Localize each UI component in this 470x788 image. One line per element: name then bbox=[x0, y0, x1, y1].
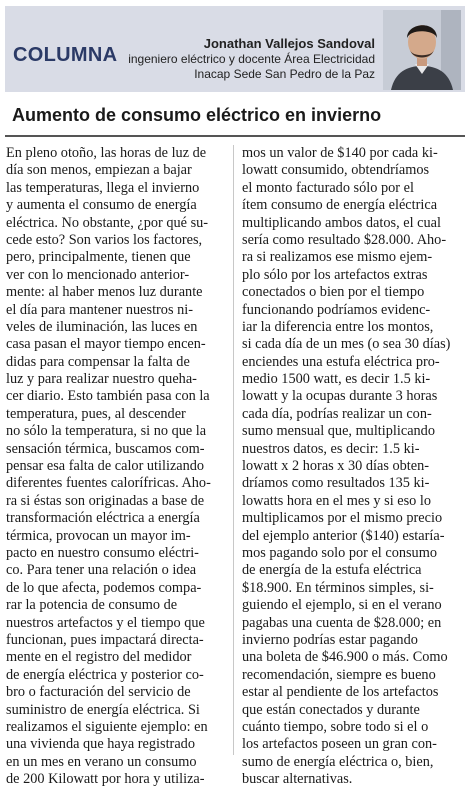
column-line: los artefactos poseen un gran con- bbox=[242, 736, 437, 753]
column-line: el monto facturado sólo por el bbox=[242, 179, 414, 196]
column-line: térmica, provocan un mayor im- bbox=[6, 527, 191, 544]
column-line: de lo que afecta, podemos compa- bbox=[6, 579, 202, 596]
column-line: guiendo el ejemplo, si en el verano bbox=[242, 597, 442, 614]
column-header bbox=[5, 6, 465, 92]
column-line: de energía eléctrica y posterior co- bbox=[6, 666, 204, 683]
column-line: estar al pendiente de los artefactos bbox=[242, 684, 439, 701]
column-line: bro o facturación del servicio de bbox=[6, 684, 191, 701]
column-line: nuestros datos, es decir: 1.5 ki- bbox=[242, 440, 420, 457]
column-line: enciendes una estufa eléctrica pro- bbox=[242, 353, 440, 370]
author-photo bbox=[383, 10, 461, 90]
column-line: conectados o bien por el tiempo bbox=[242, 284, 425, 301]
article-column-2 bbox=[242, 145, 466, 788]
section-label: COLUMNA bbox=[13, 44, 118, 66]
column-line: lowatts hora en el mes y si eso lo bbox=[242, 492, 432, 509]
column-line: del ejemplo anterior ($140) estaría- bbox=[242, 527, 445, 544]
column-line: invierno podrías estar pagando bbox=[242, 631, 418, 648]
column-line: dríamos como resultados 135 ki- bbox=[242, 475, 430, 492]
column-line: ver con lo mencionado anterior- bbox=[6, 266, 190, 283]
column-line: multiplicamos por el mismo precio bbox=[242, 510, 443, 527]
column-line: lowatt x 2 horas x 30 días obten- bbox=[242, 458, 430, 475]
column-line: mente: al haber menos luz durante bbox=[6, 284, 203, 301]
column-line: nuestros artefactos y el tiempo que bbox=[6, 614, 205, 631]
column-line: medio 1500 watt, es decir 1.5 ki- bbox=[242, 371, 431, 388]
column-line: pagabas una cuenta de $28.000; en bbox=[242, 614, 442, 631]
column-line: co. Para tener una relación o idea bbox=[6, 562, 197, 579]
column-line: de 200 Kilowatt por hora y utiliza- bbox=[6, 771, 205, 788]
column-line: lowatt y la ocupas durante 3 horas bbox=[242, 388, 438, 405]
column-line: sumo de energía eléctrica o, bien, bbox=[242, 753, 434, 770]
column-line: cer diario. Esto también pasa con la bbox=[6, 388, 210, 405]
column-line: el día para mantener nuestros ni- bbox=[6, 301, 193, 318]
column-line: En pleno otoño, las horas de luz de bbox=[6, 145, 207, 161]
column-line: plo sólo por los artefactos extras bbox=[242, 266, 428, 283]
column-line: de energía de la estufa eléctrica bbox=[242, 562, 422, 579]
column-line: pacto en nuestro consumo eléctri- bbox=[6, 544, 199, 561]
column-line: veles de iluminación, las luces en bbox=[6, 318, 198, 335]
column-line: una boleta de $46.900 o más. Como bbox=[242, 649, 448, 666]
column-line: mos pagando solo por el consumo bbox=[242, 544, 437, 561]
column-line: rar la potencia de consumo de bbox=[6, 597, 178, 614]
column-line: día son menos, empiezan a bajar bbox=[6, 162, 192, 179]
article-column-1 bbox=[6, 145, 230, 788]
column-line: multiplicando ambos datos, el cual bbox=[242, 214, 441, 231]
column-line: funcionando podríamos evidenc- bbox=[242, 301, 431, 318]
column-line: casa pasan el mayor tiempo encen- bbox=[6, 336, 206, 353]
article-headline: Aumento de consumo eléctrico en invierno bbox=[12, 105, 382, 125]
column-line: y aumenta el consumo de energía bbox=[6, 197, 197, 214]
column-line: funcionan, pues impactará directa- bbox=[6, 631, 204, 648]
column-line: sumo mensual que, multiplicando bbox=[242, 423, 435, 440]
column-line: eléctrica. No obstante, ¿por qué su- bbox=[6, 214, 209, 231]
author-name: Jonathan Vallejos Sandoval bbox=[203, 36, 375, 51]
column-line: cuánto tiempo, sobre todo si el o bbox=[242, 718, 429, 735]
column-line: pensar esa falta de calor utilizando bbox=[6, 458, 205, 475]
column-line: una vivienda que haya registrado bbox=[6, 736, 195, 753]
column-line: temperatura, pues, al descender bbox=[6, 405, 186, 422]
column-line: ra si realizamos ese mismo ejem- bbox=[242, 249, 433, 266]
column-line: ítem consumo de energía eléctrica bbox=[242, 197, 438, 214]
column-line: $18.900. En términos simples, si- bbox=[242, 579, 434, 596]
column-line: recomendación, siempre es bueno bbox=[242, 666, 436, 683]
column-line: luz y para realizar nuestro queha- bbox=[6, 371, 197, 388]
column-line: no sólo la temperatura, si no que la bbox=[6, 423, 207, 440]
column-line: iar la diferencia entre los montos, bbox=[242, 318, 434, 335]
column-line: realizamos el siguiente ejemplo: en bbox=[6, 718, 208, 735]
column-line: suministro de energía eléctrica. Si bbox=[6, 701, 200, 718]
column-line: ra si éstas son originadas a base de bbox=[6, 492, 205, 509]
column-line: que están conectados y durante bbox=[242, 701, 420, 718]
author-description-1: ingeniero eléctrico y docente Área Electricidad bbox=[128, 52, 375, 66]
column-line: sería como resultado $28.000. Aho- bbox=[242, 231, 447, 248]
column-line: en un mes en verano un consumo bbox=[6, 753, 197, 770]
headline-divider bbox=[5, 135, 465, 137]
column-line: transformación eléctrica a energía bbox=[6, 510, 200, 527]
column-line: sensación térmica, buscamos com- bbox=[6, 440, 205, 457]
column-line: mos un valor de $140 por cada ki- bbox=[242, 145, 438, 161]
column-line: didas para compensar la falta de bbox=[6, 353, 190, 370]
column-line: diferentes fuentes calorífricas. Aho- bbox=[6, 475, 211, 492]
column-line: lowatt consumido, obtendríamos bbox=[242, 162, 430, 179]
author-block bbox=[128, 36, 375, 82]
column-line: cada día, podrías realizar un con- bbox=[242, 405, 432, 422]
author-description-2: Inacap Sede San Pedro de la Paz bbox=[194, 67, 375, 81]
column-line: buscar alternativas. bbox=[242, 771, 353, 788]
column-divider bbox=[233, 145, 234, 755]
column-line: mente en el registro del medidor bbox=[6, 649, 192, 666]
column-line: cede esto? Son varios los factores, bbox=[6, 231, 203, 248]
column-line: pero, principalmente, tienen que bbox=[6, 249, 191, 266]
column-line: si cada día de un mes (o sea 30 días) bbox=[242, 336, 451, 353]
column-line: las temperaturas, llega el invierno bbox=[6, 179, 200, 196]
